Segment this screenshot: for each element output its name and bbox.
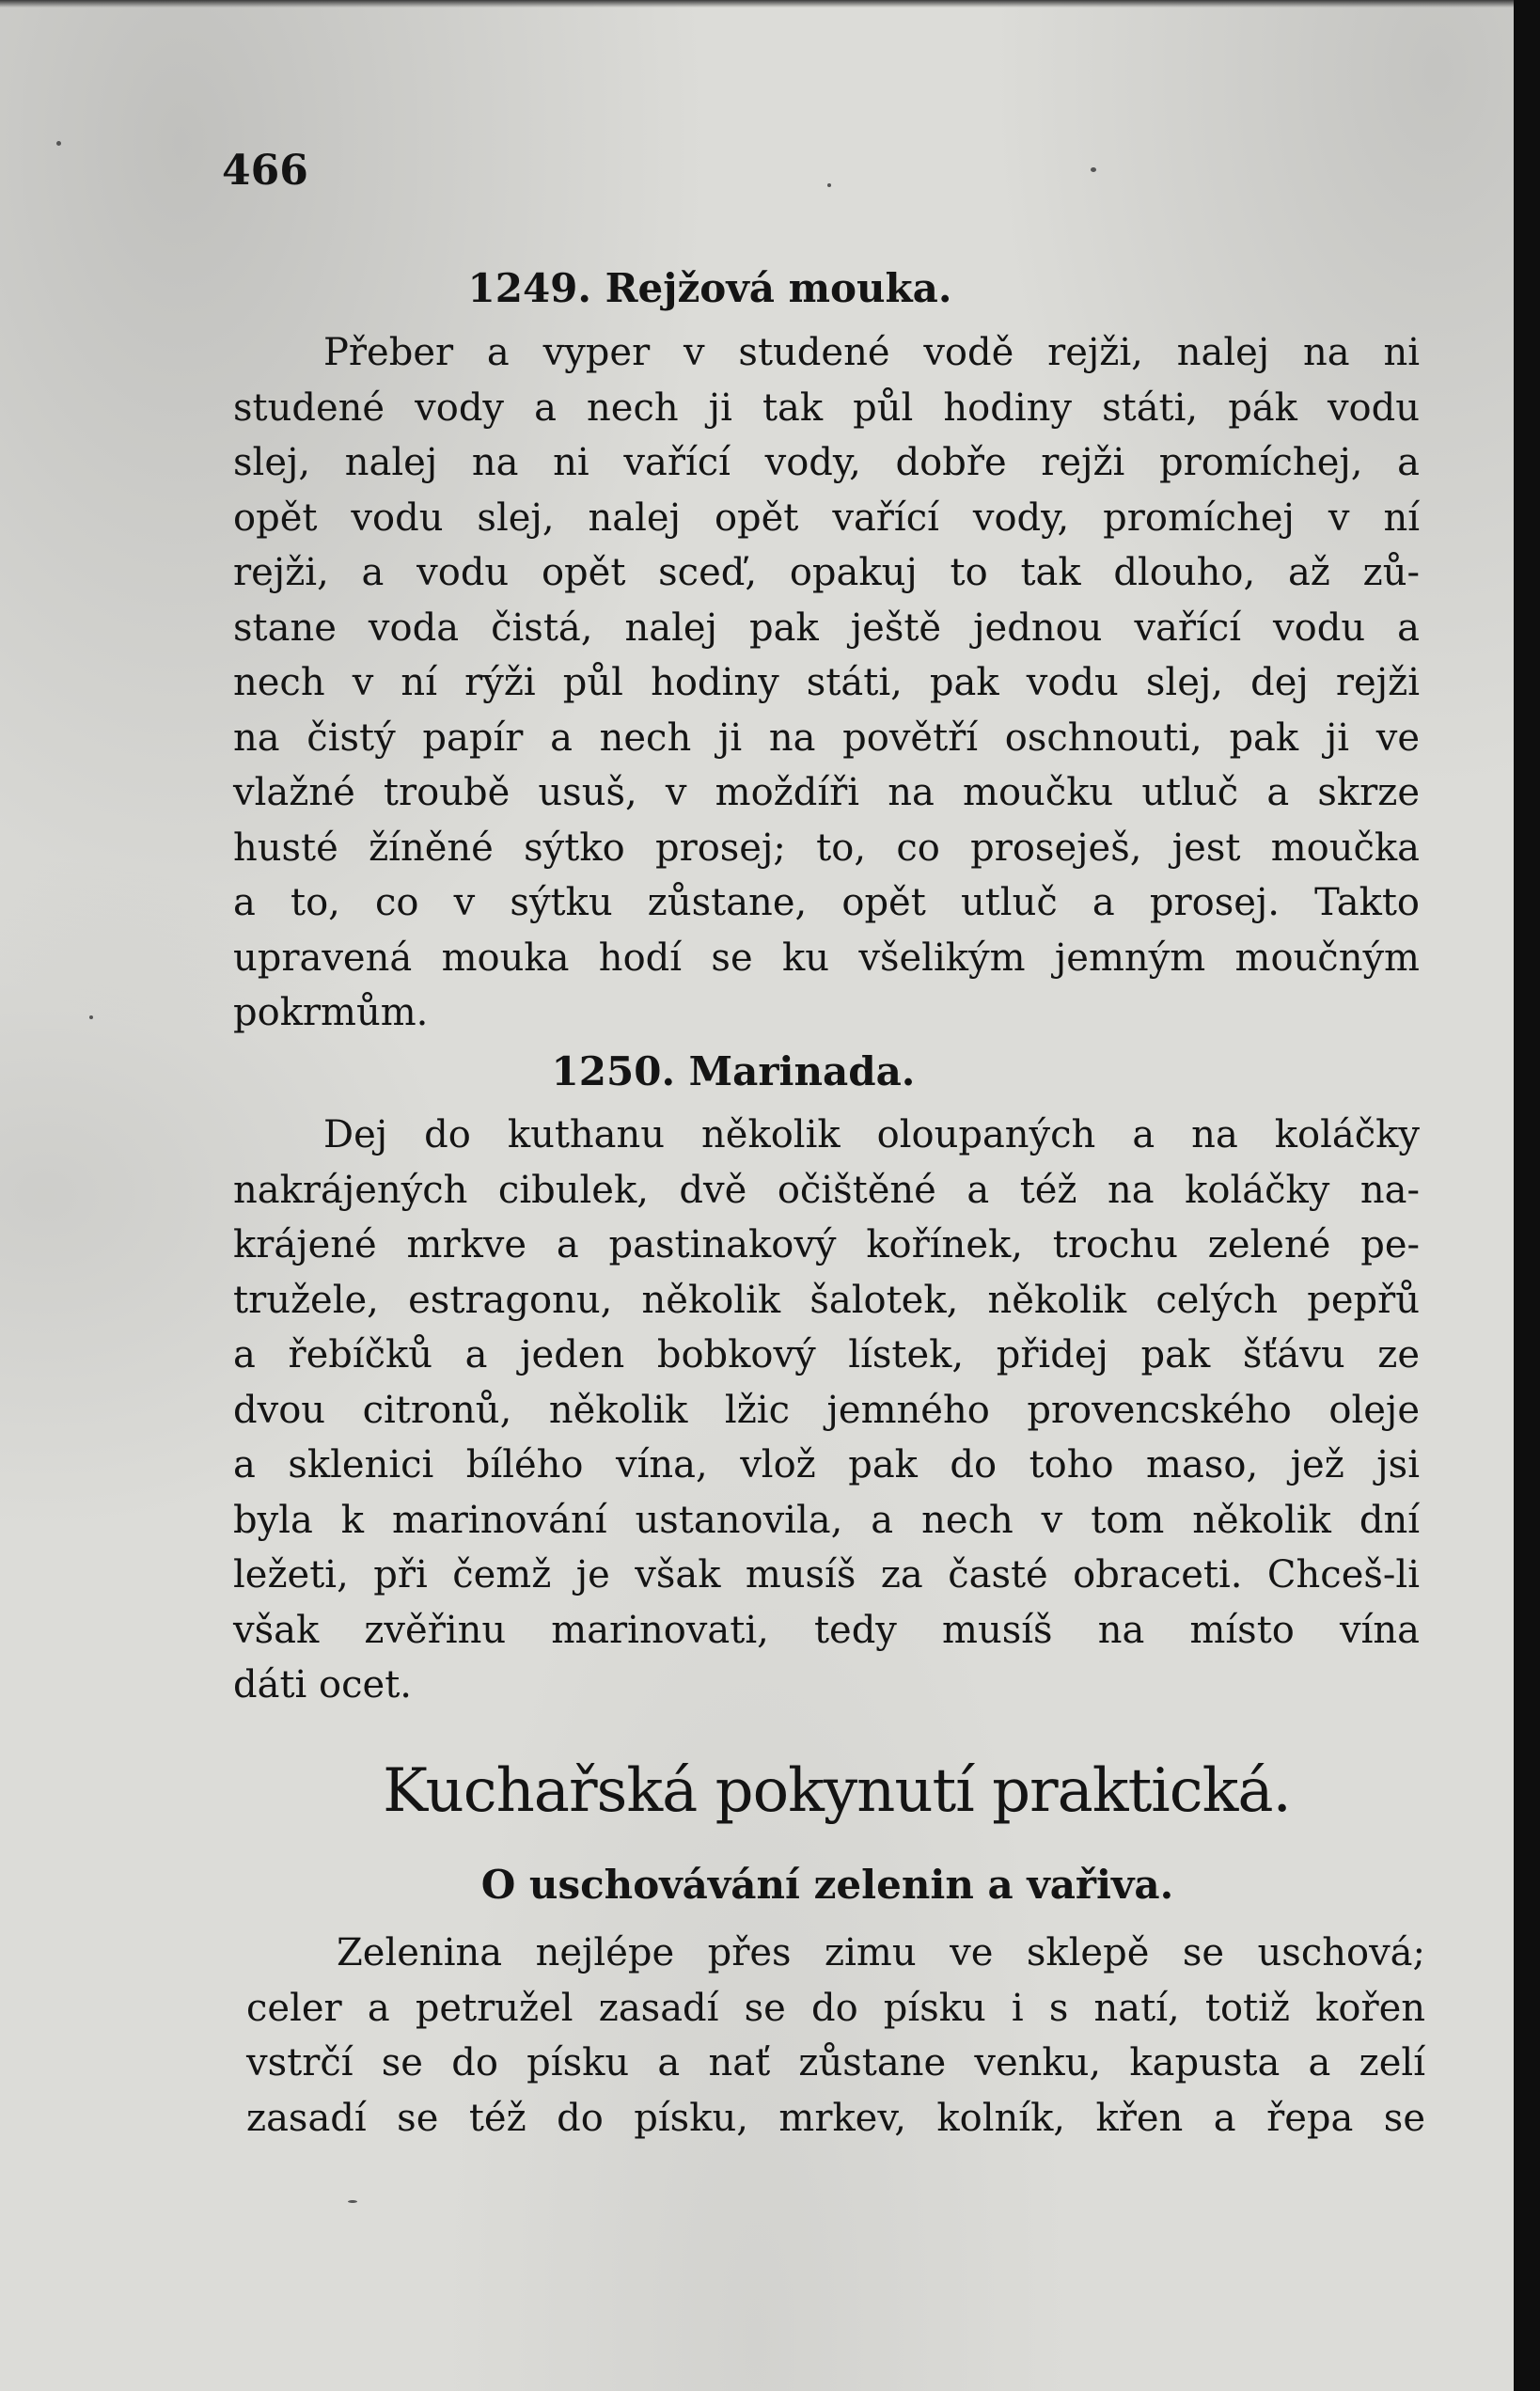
- recipe-1249-text: [233, 325, 1420, 1041]
- page-speck: [827, 183, 831, 187]
- page-number: 466: [222, 147, 308, 195]
- text-line: stane voda čistá, nalej pak ještě jednou vařící vodu a: [233, 606, 1420, 650]
- storage-text: [246, 1926, 1425, 2146]
- text-line: pokrmům.: [233, 991, 429, 1034]
- recipe-1250-text: [233, 1108, 1420, 1713]
- section-title: Kuchařská pokynutí praktická.: [383, 1756, 1291, 1826]
- page-top-shadow: [0, 0, 1514, 8]
- text-line: byla k marinování ustanovila, a nech v tom několik dní: [233, 1498, 1420, 1542]
- text-line: na čistý papír a nech ji na povětří oschnouti, pak ji ve: [233, 716, 1420, 760]
- page-speck: [1091, 167, 1096, 172]
- page-speck: [348, 2200, 357, 2203]
- subsection-title: O uschovávání zelenin a vařiva.: [480, 1862, 1174, 1908]
- text-line: Dej do kuthanu několik oloupaných a na koláčky: [323, 1113, 1420, 1156]
- page-speck: [56, 141, 61, 146]
- recipe-1250-heading: 1250. Marinada.: [551, 1048, 916, 1094]
- text-line: tružele, estragonu, několik šalotek, několik celých pepřů: [233, 1278, 1420, 1322]
- text-line: vlažné troubě usuš, v moždíři na moučku utluč a skrze: [233, 771, 1420, 814]
- text-line: husté žíněné sýtko prosej; to, co proseješ, jest moučka: [233, 826, 1420, 870]
- text-line: a to, co v sýtku zůstane, opět utluč a prosej. Takto: [233, 881, 1420, 924]
- text-line: vstrčí se do písku a nať zůstane venku, kapusta a zelí: [246, 2041, 1425, 2084]
- text-line: rejži, a vodu opět sceď, opakuj to tak dlouho, až zů-: [233, 551, 1420, 594]
- text-line: dvou citronů, několik lžic jemného provencského oleje: [233, 1388, 1420, 1432]
- text-line: Zelenina nejlépe přes zimu ve sklepě se uschová;: [337, 1931, 1425, 1974]
- text-line: studené vody a nech ji tak půl hodiny státi, pák vodu: [233, 385, 1420, 430]
- scan-border: [1514, 0, 1540, 2391]
- text-line: dáti ocet.: [233, 1663, 412, 1707]
- text-line: nech v ní rýži půl hodiny státi, pak vodu slej, dej rejži: [233, 661, 1420, 704]
- text-line: celer a petružel zasadí se do písku i s natí, totiž kořen: [246, 1986, 1425, 2030]
- text-line: opět vodu slej, nalej opět vařící vody, promíchej v ní: [233, 496, 1420, 540]
- text-line: ležeti, při čemž je však musíš za časté obraceti. Chceš-li: [233, 1553, 1420, 1597]
- text-line: a sklenici bílého vína, vlož pak do toho maso, jež jsi: [233, 1443, 1420, 1487]
- text-line: nakrájených cibulek, dvě očištěné a též na koláčky na-: [233, 1168, 1420, 1212]
- text-line: zasadí se též do písku, mrkev, kolník, křen a řepa se: [246, 2096, 1425, 2140]
- text-line: a řebíčků a jeden bobkový lístek, přidej pak šťávu ze: [233, 1333, 1420, 1376]
- text-line: krájené mrkve a pastinakový kořínek, trochu zelené pe-: [233, 1223, 1420, 1266]
- text-line: Přeber a vyper v studené vodě rejži, nalej na ni: [323, 331, 1420, 374]
- text-line: upravená mouka hodí se ku všelikým jemným moučným: [233, 936, 1420, 980]
- text-line: slej, nalej na ni vařící vody, dobře rejži promíchej, a: [233, 441, 1420, 484]
- page-speck: [89, 1015, 93, 1019]
- recipe-1249-heading: 1249. Rejžová mouka.: [467, 265, 952, 311]
- text-line: však zvěřinu marinovati, tedy musíš na místo vína: [233, 1608, 1420, 1652]
